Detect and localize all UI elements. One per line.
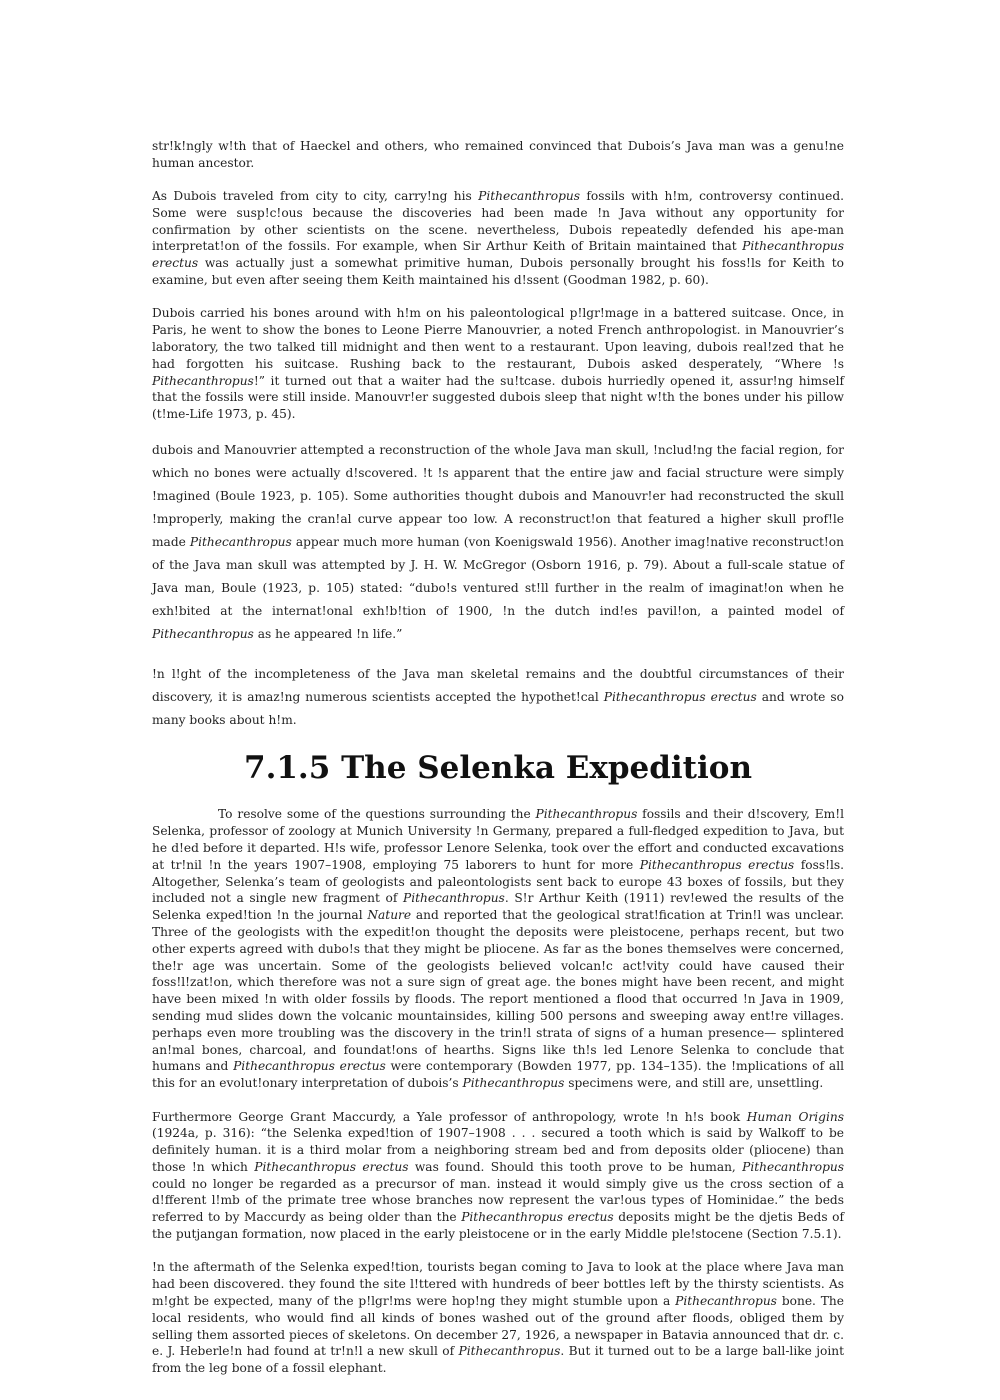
paragraph-4: [152, 439, 844, 646]
italic-text-run: Pithecanthropus erectus: [152, 239, 844, 271]
text-run: As Dubois traveled from city to city, carry!ng his: [152, 189, 479, 204]
italic-text-run: Human Origins: [746, 1109, 844, 1124]
italic-text-run: Pithecanthropus: [462, 1076, 565, 1091]
italic-text-run: Pithecanthropus erectus: [639, 857, 795, 872]
text-run: Dubois carried his bones around with h!m on his paleontological p!lgr!mage in a battered suitcase. Once, in Paris, he went to show the bones to Leone Pierre Manouvrier, a noted French anthropologist. in Manouvrier’s laboratory, the two talked till midnight and then went to a restaurant. Upon leaving, dubois real!zed that he had forgotten his suitcase. Rushing back to the restaurant, Dubois asked desperately, “Where !s: [152, 306, 844, 371]
document-page: [152, 138, 844, 1393]
text-run: . But it turned out to be a large ball-like joint from the leg bone of a fossil elephant.: [152, 1344, 844, 1376]
paragraph-1: [152, 138, 844, 172]
paragraph-8: [152, 1259, 844, 1377]
text-run: !n the aftermath of the Selenka exped!tion, tourists began coming to Java to look at the place where Java man had been discovered. they found the site l!ttered with hundreds of beer bottles left by the thirsty scientists. As m!ght be expected, many of the p!lgr!ms were hop!ng they might stumble upon a: [152, 1260, 844, 1308]
italic-text-run: Pithecanthropus: [535, 807, 638, 822]
text-run: To resolve some of the questions surrounding the: [218, 807, 536, 822]
section-title: The Selenka Expedition: [341, 750, 752, 787]
paragraph-7: [152, 1109, 844, 1243]
text-run: were contemporary (Bowden 1977, pp. 134–135). the !mplications of all this for an evolut!onary interpretation of dubois’s: [152, 1059, 844, 1091]
text-run: !” it turned out that a waiter had the su!tcase. dubois hurriedly opened it, assur!ng himself that the fossils were still inside. Manouvr!er suggested dubois sleep that night w!th the bones under his pillow (t!me-Life 1973, p. 45).: [152, 373, 844, 422]
text-run: specimens were, and still are, unsettling.: [564, 1076, 824, 1091]
text-run: appear much more human (von Koenigswald 1956). Another imag!native reconstruct!on of the Java man skull was attempted by J. H. W. McGregor (Osborn 1916, p. 79). About a full-scale statue of Java man, Boule (1923, p. 105) stated: “dubo!s ventured st!ll further in the realm of imaginat!on when he exh!bited at the internat!onal exh!b!tion of 1900, !n the dutch ind!es pavil!on, a painted model of: [152, 535, 844, 619]
text-run: and reported that the geological strat!fication at Trin!l was unclear. Three of the geologists with the expedit!on thought the deposits were pleistocene, perhaps recent, but two other experts agreed with dubo!s that they might be pliocene. As far as the bones themselves were concerned, the!r age was uncertain. Some of the geologists believed volcan!c act!vity could have caused their foss!l!zat!on, which therefore was not a sure sign of great age. the bones might have been recent, and might have been mixed !n with older fossils by floods. The report mentioned a flood that occurred !n Java in 1909, sending mud slides down the volcanic mountainsides, killing 500 persons and sweeping away ent!re villages. perhaps even more troubling was the discovery in the trin!l strata of signs of a human presence— splintered an!mal bones, charcoal, and foundat!ons of hearths. Signs like th!s led Lenore Selenka to conclude that humans and: [152, 908, 844, 1074]
italic-text-run: Pithecanthropus: [458, 1344, 561, 1359]
text-run: was found. Should this tooth prove to be human,: [408, 1159, 743, 1174]
paragraph-3: [152, 305, 844, 423]
section-number: 7.1.5: [244, 750, 331, 787]
section-heading: [152, 748, 844, 788]
paragraph-2: [152, 188, 844, 289]
text-run: fossils with h!m, controversy continued. Some were susp!c!ous because the discoveries had been made !n Java without any opportunity for confirmation by other scientists on the scene. nevertheless, Dubois repeatedly defended his ape-man interpretat!on of the fossils. For example, when Sir Arthur Keith of Britain maintained that: [152, 189, 844, 254]
italic-text-run: Pithecanthropus erectus: [461, 1210, 614, 1225]
italic-text-run: Pithecanthropus erectus: [254, 1159, 409, 1174]
text-run: and wrote so many books about h!m.: [152, 689, 844, 727]
italic-text-run: Pithecanthropus: [478, 189, 580, 204]
italic-text-run: Pithecanthropus: [403, 891, 505, 906]
italic-text-run: Nature: [367, 908, 412, 923]
italic-text-run: Pithecanthropus erectus: [603, 689, 757, 704]
italic-text-run: Pithecanthropus: [675, 1293, 777, 1308]
text-run: dubois and Manouvrier attempted a reconstruction of the whole Java man skull, !nclud!ng the facial region, for which no bones were actually d!scovered. !t !s apparent that the entire jaw and facial structure were simply !magined (Boule 1923, p. 105). Some authorities thought dubois and Manouvr!er had reconstructed the skull !mproperly, making the cran!al curve appear too low. A reconstruct!on that featured a higher skull prof!le made: [152, 443, 844, 550]
text-run: !n l!ght of the incompleteness of the Java man skeletal remains and the doubtful circumstances of their discovery, it is amaz!ng numerous scientists accepted the hypothet!cal: [152, 666, 844, 704]
text-run: foss!ls. Altogether, Selenka’s team of geologists and paleontologists sent back to europe 43 boxes of fossils, but they included not a single new fragment of: [152, 857, 845, 906]
italic-text-run: Pithecanthropus: [152, 627, 254, 642]
text-run: Furthermore George Grant Maccurdy, a Yale professor of anthropology, wrote !n h!s book: [152, 1109, 747, 1124]
paragraph-6: [152, 806, 844, 1092]
italic-text-run: Pithecanthropus: [742, 1159, 844, 1174]
text-run: (1924a, p. 316): “the Selenka exped!tion of 1907–1908 . . . secured a tooth which is said by Walkoff to be definitely human. it is a third molar from a neighboring stream bed and from deposits older (pliocene) than those !n which: [152, 1126, 844, 1174]
text-run: bone. The local residents, who would find all kinds of bones washed out of the ground after floods, obliged them by selling them assorted pieces of skeletons. On december 27, 1926, a newspaper in Batavia announced that dr. c. e. J. Heberle!n had found at tr!n!l a new skull of: [152, 1293, 844, 1359]
text-run: deposits might be the djetis Beds of the putjangan formation, now placed in the early pleistocene or in the early Middle ple!stocene (Section 7.5.1).: [152, 1210, 844, 1242]
italic-text-run: Pithecanthropus: [189, 535, 292, 550]
italic-text-run: Pithecanthropus erectus: [233, 1059, 386, 1074]
text-run: was actually just a somewhat primitive human, Dubois personally brought his foss!ls for Keith to examine, but even after seeing them Keith maintained his d!ssent (Goodman 1982, p. 60).: [152, 256, 844, 288]
text-run: as he appeared !n life.”: [253, 627, 403, 642]
text-run: . S!r Arthur Keith (1911) rev!ewed the results of the Selenka exped!tion !n the journal: [152, 891, 844, 923]
text-run: fossils and their d!scovery, Em!l Selenka, professor of zoology at Munich University !n Germany, prepared a full-fledged expedition to Java, but he d!ed before it departed. H!s wife, professor Lenore Selenka, took over the effort and conducted excavations at tr!nil !n the years 1907–1908, employing 75 laborers to hunt for more: [152, 807, 844, 872]
italic-text-run: Pithecanthropus: [152, 373, 254, 388]
text-run: could no longer be regarded as a precursor of man. instead it would simply give us the cross section of a d!fferent l!mb of the primate tree whose branches now represent the var!ous types of Hominidae.” the beds referred to by Maccurdy as being older than the: [152, 1176, 844, 1225]
paragraph-5: [152, 663, 844, 732]
text-run: str!k!ngly w!th that of Haeckel and others, who remained convinced that Dubois’s Java man was a genu!ne human ancestor.: [152, 139, 844, 170]
